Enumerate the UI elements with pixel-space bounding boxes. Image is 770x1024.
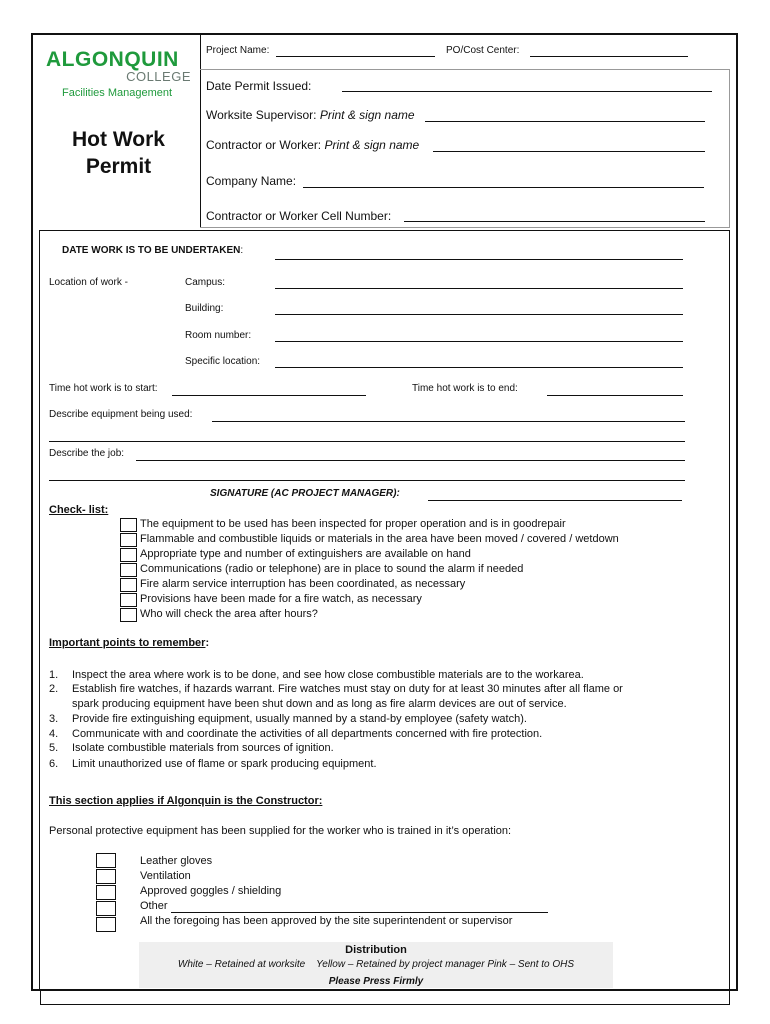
point-num-6: 6. bbox=[49, 758, 59, 770]
distribution-copies: White – Retained at worksite Yellow – Retained by project manager Pink – Sent to OHS bbox=[177, 959, 575, 970]
point-text-4: Communicate with and coordinate the activities of all departments concerned with fire protection. bbox=[72, 728, 543, 740]
page-title bbox=[46, 126, 191, 180]
date-issued-field[interactable] bbox=[342, 91, 712, 92]
equipment-field-2[interactable] bbox=[49, 441, 685, 442]
logo-department: Facilities Management bbox=[62, 87, 173, 99]
important-points-title-text: Important points to remember bbox=[49, 637, 206, 649]
ppe-item-5: All the foregoing has been approved by the site superintendent or supervisor bbox=[140, 915, 513, 927]
ppe-checkbox-4[interactable] bbox=[96, 901, 116, 916]
contractor-hint: Print & sign name bbox=[324, 138, 420, 152]
point-num-2: 2. bbox=[49, 683, 59, 695]
checklist-item-6: Provisions have been made for a fire watch, as necessary bbox=[140, 593, 422, 605]
point-num-1: 1. bbox=[49, 669, 59, 681]
company-label: Company Name: bbox=[206, 174, 297, 188]
job-field-2[interactable] bbox=[49, 480, 685, 481]
campus-field[interactable] bbox=[275, 288, 683, 289]
checkbox-3[interactable] bbox=[120, 548, 137, 562]
specific-location-label: Specific location: bbox=[185, 356, 261, 367]
point-text-2-cont: spark producing equipment have been shut down and as long as fire alarm devices are out of service. bbox=[72, 698, 567, 710]
start-time-field[interactable] bbox=[172, 395, 366, 396]
ppe-item-2: Ventilation bbox=[140, 870, 191, 882]
checkbox-6[interactable] bbox=[120, 593, 137, 607]
specific-location-field[interactable] bbox=[275, 367, 683, 368]
checklist-item-3: Appropriate type and number of extinguishers are available on hand bbox=[140, 548, 471, 560]
date-issued-label: Date Permit Issued: bbox=[206, 79, 312, 93]
checkbox-2[interactable] bbox=[120, 533, 137, 547]
point-text-3: Provide fire extinguishing equipment, usually manned by a stand-by employee (safety watch). bbox=[72, 713, 527, 725]
checklist-item-1: The equipment to be used has been inspected for proper operation and is in goodrepair bbox=[140, 518, 566, 530]
point-text-1: Inspect the area where work is to be done, and see how close combustible materials are to the workarea. bbox=[72, 669, 584, 681]
bottom-shadow-line bbox=[40, 991, 730, 1005]
ppe-item-1: Leather gloves bbox=[140, 855, 213, 867]
checkbox-1[interactable] bbox=[120, 518, 137, 532]
ppe-item-4: Other bbox=[140, 900, 168, 912]
po-cost-center-label: PO/Cost Center: bbox=[446, 45, 520, 56]
equipment-label: Describe equipment being used: bbox=[49, 409, 193, 420]
ppe-checkbox-5[interactable] bbox=[96, 917, 116, 932]
constructor-title: This section applies if Algonquin is the Constructor: bbox=[49, 795, 323, 807]
building-label: Building: bbox=[185, 303, 224, 314]
contractor-label-text: Contractor or Worker: bbox=[206, 138, 322, 152]
point-num-5: 5. bbox=[49, 742, 59, 754]
po-cost-center-field[interactable] bbox=[530, 56, 688, 57]
checklist-item-2: Flammable and combustible liquids or materials in the area have been moved / covered / wetdown bbox=[140, 533, 619, 545]
cell-number-field[interactable] bbox=[404, 221, 705, 222]
supervisor-label-text: Worksite Supervisor: bbox=[206, 108, 317, 122]
checklist-title: Check- list: bbox=[49, 504, 109, 516]
job-field[interactable] bbox=[136, 460, 685, 461]
page-title-line1: Hot Work bbox=[72, 128, 165, 151]
point-text-2: Establish fire watches, if hazards warrant. Fire watches must stay on duty for at least 30 minutes after all flame or bbox=[72, 683, 623, 695]
checklist-item-7: Who will check the area after hours? bbox=[140, 608, 318, 620]
logo bbox=[46, 48, 191, 108]
contractor-label bbox=[206, 138, 419, 152]
ppe-other-field[interactable] bbox=[171, 912, 548, 913]
contractor-field[interactable] bbox=[433, 151, 705, 152]
room-number-field[interactable] bbox=[275, 341, 683, 342]
signature-field[interactable] bbox=[428, 500, 682, 501]
page-title-line2: Permit bbox=[85, 155, 152, 178]
location-label: Location of work - bbox=[49, 277, 128, 288]
building-field[interactable] bbox=[275, 314, 683, 315]
point-text-6: Limit unauthorized use of flame or spark producing equipment. bbox=[72, 758, 377, 770]
date-undertaken-colon: : bbox=[240, 245, 244, 256]
ppe-text: Personal protective equipment has been supplied for the worker who is trained in it’s operation: bbox=[49, 825, 512, 837]
date-undertaken-label bbox=[62, 245, 243, 256]
date-undertaken-field[interactable] bbox=[275, 259, 683, 260]
ppe-checkbox-3[interactable] bbox=[96, 885, 116, 900]
ppe-checkbox-2[interactable] bbox=[96, 869, 116, 884]
cell-number-label: Contractor or Worker Cell Number: bbox=[206, 209, 392, 223]
logo-college: COLLEGE bbox=[126, 69, 191, 84]
point-num-4: 4. bbox=[49, 728, 59, 740]
project-name-label: Project Name: bbox=[206, 45, 270, 56]
supervisor-label bbox=[206, 108, 415, 122]
point-num-3: 3. bbox=[49, 713, 59, 725]
company-field[interactable] bbox=[303, 187, 704, 188]
supervisor-hint: Print & sign name bbox=[319, 108, 415, 122]
campus-label: Campus: bbox=[185, 277, 226, 288]
checkbox-7[interactable] bbox=[120, 608, 137, 622]
distribution-title: Distribution bbox=[345, 944, 407, 956]
checkbox-5[interactable] bbox=[120, 578, 137, 592]
supervisor-field[interactable] bbox=[425, 121, 705, 122]
ppe-checkbox-1[interactable] bbox=[96, 853, 116, 868]
press-firmly-note: Please Press Firmly bbox=[328, 976, 424, 987]
signature-label: SIGNATURE (AC PROJECT MANAGER): bbox=[210, 488, 400, 499]
logo-name: ALGONQUIN bbox=[46, 48, 179, 71]
end-time-field[interactable] bbox=[547, 395, 683, 396]
important-points-colon: : bbox=[205, 637, 210, 649]
start-time-label: Time hot work is to start: bbox=[49, 383, 158, 394]
checklist-item-4: Communications (radio or telephone) are in place to sound the alarm if needed bbox=[140, 563, 524, 575]
equipment-field[interactable] bbox=[212, 421, 685, 422]
important-points-title bbox=[49, 637, 209, 649]
end-time-label: Time hot work is to end: bbox=[412, 383, 518, 394]
point-text-5: Isolate combustible materials from sources of ignition. bbox=[72, 742, 334, 754]
date-undertaken-text: DATE WORK IS TO BE UNDERTAKEN bbox=[62, 245, 241, 256]
checklist-item-5: Fire alarm service interruption has been coordinated, as necessary bbox=[140, 578, 466, 590]
checkbox-4[interactable] bbox=[120, 563, 137, 577]
ppe-item-3: Approved goggles / shielding bbox=[140, 885, 282, 897]
job-label: Describe the job: bbox=[49, 448, 125, 459]
room-number-label: Room number: bbox=[185, 330, 252, 341]
project-name-field[interactable] bbox=[276, 56, 435, 57]
